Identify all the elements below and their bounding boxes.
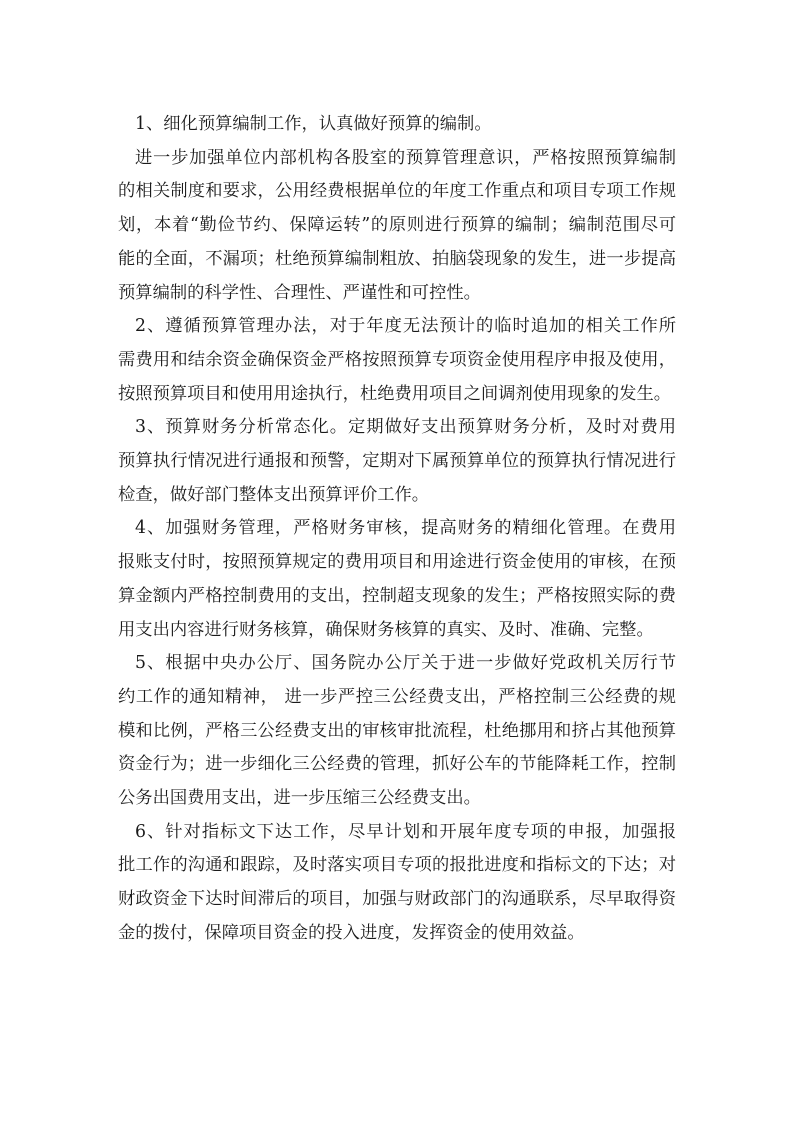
paragraph-line: 约工作的通知精神， 进一步严控三公经费支出，严格控制三公经费的规 bbox=[118, 686, 676, 707]
paragraph-line: 6、针对指标文下达工作，尽早计划和开展年度专项的申报，加强报 bbox=[135, 821, 676, 842]
paragraph-line: 划，本着“勤俭节约、保障运转”的原则进行预算的编制；编制范围尽可 bbox=[118, 215, 676, 236]
paragraph-line: 财政资金下达时间滞后的项目，加强与财政部门的沟通联系，尽早取得资 bbox=[118, 889, 676, 910]
paragraph-line: 资金行为；进一步细化三公经费的管理，抓好公车的节能降耗工作，控制 bbox=[118, 754, 676, 775]
paragraph-line: 按照预算项目和使用用途执行，杜绝费用项目之间调剂使用现象的发生。 bbox=[118, 383, 672, 404]
paragraph-line: 1、细化预算编制工作，认真做好预算的编制。 bbox=[135, 114, 492, 134]
paragraph-line: 公务出国费用支出，进一步压缩三公经费支出。 bbox=[118, 788, 481, 808]
paragraph-line: 算金额内严格控制费用的支出，控制超支现象的发生；严格按照实际的费 bbox=[118, 585, 676, 606]
paragraph-line: 需费用和结余资金确保资金严格按照预算专项资金使用程序申报及使用， bbox=[118, 349, 676, 370]
paragraph-line: 3、预算财务分析常态化。定期做好支出预算财务分析，及时对费用 bbox=[135, 417, 676, 438]
paragraph-line: 检查，做好部门整体支出预算评价工作。 bbox=[118, 484, 430, 505]
paragraph-line: 5、根据中央办公厅、国务院办公厅关于进一步做好党政机关厉行节 bbox=[135, 653, 676, 674]
paragraph-line: 批工作的沟通和跟踪，及时落实项目专项的报批进度和指标文的下达；对 bbox=[118, 855, 676, 876]
paragraph-line: 模和比例，严格三公经费支出的审核审批流程，杜绝挪用和挤占其他预算 bbox=[118, 720, 676, 741]
paragraph-line: 金的拨付，保障项目资金的投入进度，发挥资金的使用效益。 bbox=[118, 922, 585, 943]
paragraph-line: 2、遵循预算管理办法，对于年度无法预计的临时追加的相关工作所 bbox=[135, 316, 676, 337]
paragraph-line: 报账支付时，按照预算规定的费用项目和用途进行资金使用的审核，在预 bbox=[118, 552, 676, 573]
paragraph-line: 进一步加强单位内部机构各股室的预算管理意识，严格按照预算编制 bbox=[135, 147, 676, 168]
paragraph-line: 的相关制度和要求，公用经费根据单位的年度工作重点和项目专项工作规 bbox=[118, 181, 676, 202]
paragraph-line: 4、加强财务管理，严格财务审核，提高财务的精细化管理。在费用 bbox=[135, 518, 676, 539]
paragraph-line: 能的全面，不漏项；杜绝预算编制粗放、拍脑袋现象的发生，进一步提高 bbox=[118, 248, 676, 269]
paragraph-line: 用支出内容进行财务核算，确保财务核算的真实、及时、准确、完整。 bbox=[118, 619, 654, 640]
paragraph-line: 预算执行情况进行通报和预警，定期对下属预算单位的预算执行情况进行 bbox=[118, 451, 676, 471]
paragraph-line: 预算编制的科学性、合理性、严谨性和可控性。 bbox=[118, 282, 481, 303]
